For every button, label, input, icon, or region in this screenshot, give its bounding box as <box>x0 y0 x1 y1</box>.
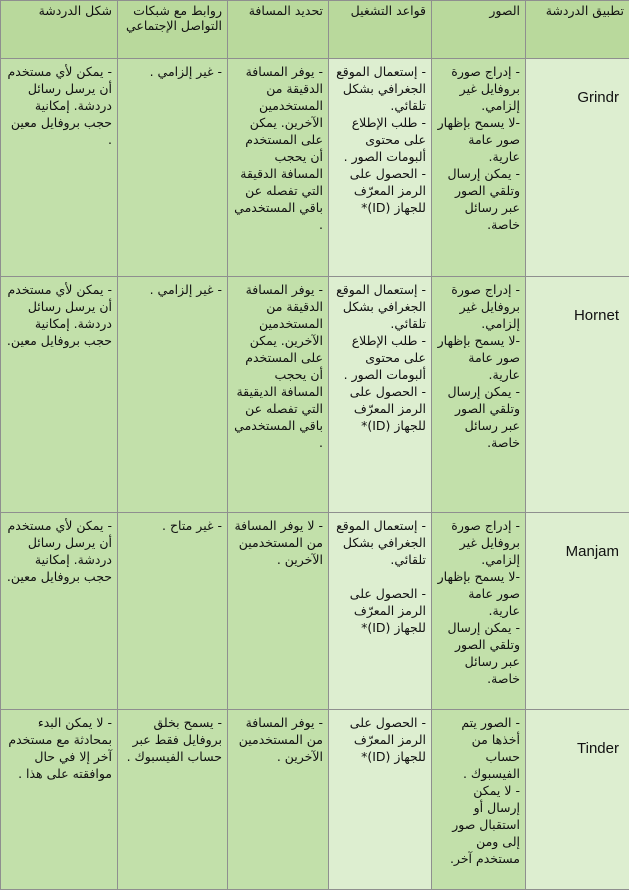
photos-item: - الصور يتم أخذها من حساب الفيسبوك . <box>437 714 520 782</box>
rules-cell <box>329 710 432 890</box>
rules-cell <box>329 59 432 277</box>
photos-cell <box>432 277 526 513</box>
distance-cell: - لا يوفر المسافة من المستخدمين الآخرين . <box>228 513 329 710</box>
rules-item: - إستعمال الموقع الجغرافي بشكل تلقائي. <box>334 517 426 568</box>
chat-cell: - يمكن لأي مستخدم أن يرسل رسائل دردشة. إمكانية حجب بروفايل معين. <box>1 513 118 710</box>
header-rules: قواعد التشغيل <box>329 1 432 59</box>
rules-item: - الحصول على الرمز المعرّف للجهاز (ID)* <box>334 714 426 765</box>
app-name-cell: Hornet <box>526 277 629 513</box>
photos-item: - إدراج صورة بروفايل غير إلزامي. <box>437 281 520 332</box>
table-row-hornet <box>1 277 629 513</box>
photos-item: - إدراج صورة بروفايل غير إلزامي. <box>437 63 520 114</box>
header-distance: تحديد المسافة <box>228 1 329 59</box>
app-name-cell: Tinder <box>526 710 629 890</box>
distance-cell: - يوفر المسافة الدقيقة من المستخدمين الآخرين. يمكن على المستخدم أن يحجب المسافة الديقيقة التي تفصله عن باقي المستخدمي . <box>228 277 329 513</box>
photos-item: -لا يسمح بإظهار صور عامة عارية. <box>437 114 520 165</box>
chat-cell: - لا يمكن البدء بمحادثة مع مستخدم آخر إلا في حال موافقته على هذا . <box>1 710 118 890</box>
chat-cell: - يمكن لأي مستخدم أن يرسل رسائل دردشة. إمكانية حجب بروفايل معين. <box>1 277 118 513</box>
header-chat: شكل الدردشة <box>1 1 118 59</box>
rules-item: - إستعمال الموقع الجغرافي بشكل تلقائي. <box>334 281 426 332</box>
rules-item: - الحصول على الرمز المعرّف للجهاز (ID)* <box>334 585 426 636</box>
social-cell: - غير إلزامي . <box>118 277 228 513</box>
table-row-grindr <box>1 59 629 277</box>
rules-item: - الحصول على الرمز المعرّف للجهاز (ID)* <box>334 383 426 434</box>
distance-cell: - يوفر المسافة الدقيقة من المستخدمين الآخرين. يمكن على المستخدم أن يحجب المسافة الدقيقة التي تفصله عن باقي المستخدمي . <box>228 59 329 277</box>
photos-item: - إدراج صورة بروفايل غير إلزامي. <box>437 517 520 568</box>
header-app: تطبيق الدردشة <box>526 1 629 59</box>
social-cell: - غير متاح . <box>118 513 228 710</box>
rules-item: - طلب الإطلاع على محتوى ألبومات الصور . <box>334 114 426 165</box>
photos-item: -لا يسمح بإظهار صور عامة عارية. <box>437 332 520 383</box>
photos-cell <box>432 59 526 277</box>
distance-cell: - يوفر المسافة من المستخدمين الآخرين . <box>228 710 329 890</box>
app-name-cell: Grindr <box>526 59 629 277</box>
rules-spacer <box>334 568 426 585</box>
rules-item: - إستعمال الموقع الجغرافي بشكل تلقائي. <box>334 63 426 114</box>
header-row <box>1 1 629 59</box>
photos-cell <box>432 710 526 890</box>
photos-item: - يمكن إرسال وتلقي الصور عبر رسائل خاصة. <box>437 165 520 233</box>
chat-cell: - يمكن لأي مستخدم أن يرسل رسائل دردشة. إمكانية حجب بروفايل معين . <box>1 59 118 277</box>
photos-item: -لا يسمح بإظهار صور عامة عارية. <box>437 568 520 619</box>
photos-item: - يمكن إرسال وتلقي الصور عبر رسائل خاصة. <box>437 619 520 687</box>
rules-item: - طلب الإطلاع على محتوى ألبومات الصور . <box>334 332 426 383</box>
rules-item: - الحصول على الرمز المعرّف للجهاز (ID)* <box>334 165 426 216</box>
table-row-manjam <box>1 513 629 710</box>
table-row-tinder <box>1 710 629 890</box>
rules-cell <box>329 277 432 513</box>
app-name-cell: Manjam <box>526 513 629 710</box>
header-photos: الصور <box>432 1 526 59</box>
header-social: روابط مع شبكات التواصل الإجتماعي <box>118 1 228 59</box>
photos-item: - لا يمكن إرسال أو استقبال صور إلى ومن مستخدم آخر. <box>437 782 520 867</box>
social-cell: - يسمح بخلق بروفايل فقط عبر حساب الفيسبوك . <box>118 710 228 890</box>
photos-item: - يمكن إرسال وتلقي الصور عبر رسائل خاصة. <box>437 383 520 451</box>
social-cell: - غير إلزامي . <box>118 59 228 277</box>
rules-cell <box>329 513 432 710</box>
photos-cell <box>432 513 526 710</box>
